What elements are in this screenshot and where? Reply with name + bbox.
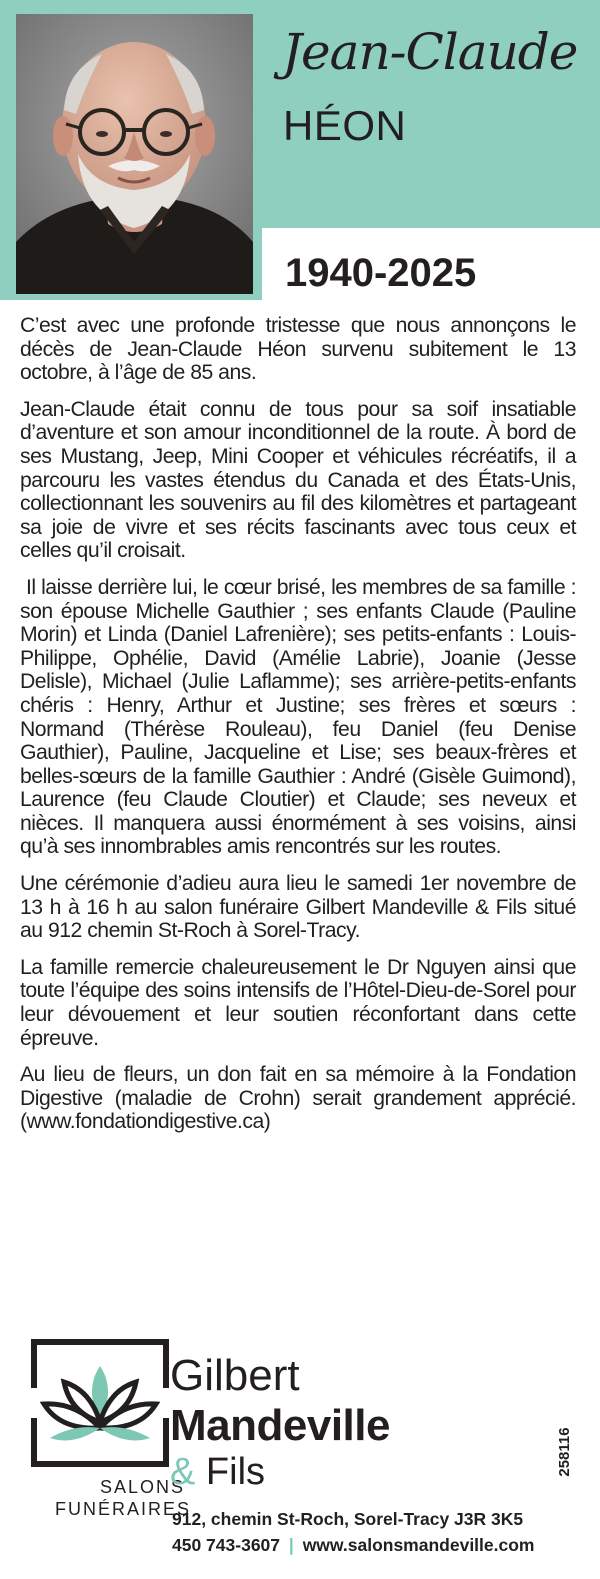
ad-reference-number: 258116 <box>556 1427 573 1477</box>
deceased-first-name: Jean-Claude <box>282 23 578 81</box>
obituary-paragraph-ceremony: Une cérémonie d’adieu aura lieu le samedi 1er novembre de 13 h à 16 h au salon funéraire Gilbert Mandeville & Fils situé au 912 chemin St-Roch à Sorel-Tracy. <box>20 872 576 943</box>
obituary-paragraph-family: Il laisse derrière lui, le cœur brisé, les membres de sa famille : son épouse Michelle Gauthier ; ses enfants Claude (Pauline Morin) et Linda (Daniel Lafrenière); ses petits-enfants : Louis-Philippe, Ophélie, David (Amélie Labrie), Joanie (Jesse Delisle), Michael (Julie Laflamme); ses arrière-petits-enfants chéris : Henry, Arthur et Justine; ses frères et sœurs : Normand (Thérèse Rouleau), feu Daniel (feu Denise Gauthier), Pauline, Jacqueline et Lise; ses beaux-frères et belles-sœurs de la famille Gauthier : André (Gisèle Guimond), Laurence (feu Claude Cloutier) et Claude; ses neveux et nièces. Il manquera aussi énormément à ses voisins, ainsi qu’à ses innombrables amis rencontrés sur les routes. <box>20 575 576 859</box>
funeraires-word: FUNÉRAIRES <box>55 1499 192 1519</box>
lotus-logo-icon <box>30 1338 170 1468</box>
portrait-photo <box>16 14 253 294</box>
contact-separator: | <box>288 1535 294 1555</box>
funeral-home-website: www.salonsmandeville.com <box>302 1535 535 1555</box>
portrait-illustration <box>16 14 253 294</box>
obituary-paragraph-thanks: La famille remercie chaleureusement le Dr Nguyen ainsi que toute l’équipe des soins intensifs de l’Hôtel-Dieu-de-Sorel pour leur dévouement et leur soutien réconfortant dans cette épreuve. <box>20 955 576 1050</box>
obituary-paragraph-donation: Au lieu de fleurs, un don fait en sa mémoire à la Fondation Digestive (maladie de Crohn) serait grandement apprécié. (www.fondationdigestive.ca) <box>20 1063 576 1134</box>
brand-fils-word: Fils <box>205 1451 266 1493</box>
funeral-home-contact <box>172 1532 534 1558</box>
funeral-home-footer <box>20 1338 580 1568</box>
brand-name-gilbert: Gilbert <box>170 1351 300 1400</box>
obituary-paragraph-biography: Jean-Claude était connu de tous pour sa soif insatiable d’aventure et son amour inconditionnel de la route. À bord de ses Mustang, Jeep, Mini Cooper et véhicules récréatifs, il a parcouru les vastes étendus du Canada et des États-Unis, collectionnant les souvenirs au fil des kilomètres et partageant sa joie de vivre et ses récits fascinants avec tous ceux et celles qu’il croisait. <box>20 397 576 563</box>
salons-word: SALONS <box>99 1477 185 1497</box>
life-years: 1940-2025 <box>285 251 477 295</box>
brand-name-mandeville: Mandeville <box>170 1401 390 1450</box>
salons-funeraires-label <box>55 1476 192 1520</box>
brand-ampersand: & <box>170 1451 196 1493</box>
obituary-text <box>20 314 576 1147</box>
deceased-last-name: HÉON <box>283 102 407 149</box>
brand-name-fils <box>170 1450 265 1494</box>
obituary-paragraph-announcement: C’est avec une profonde tristesse que nous annonçons le décès de Jean-Claude Héon survenu subitement le 13 octobre, à l’âge de 85 ans. <box>20 314 576 385</box>
funeral-home-phone: 450 743-3607 <box>172 1535 281 1555</box>
funeral-home-address: 912, chemin St-Roch, Sorel-Tracy J3R 3K5 <box>172 1509 524 1529</box>
